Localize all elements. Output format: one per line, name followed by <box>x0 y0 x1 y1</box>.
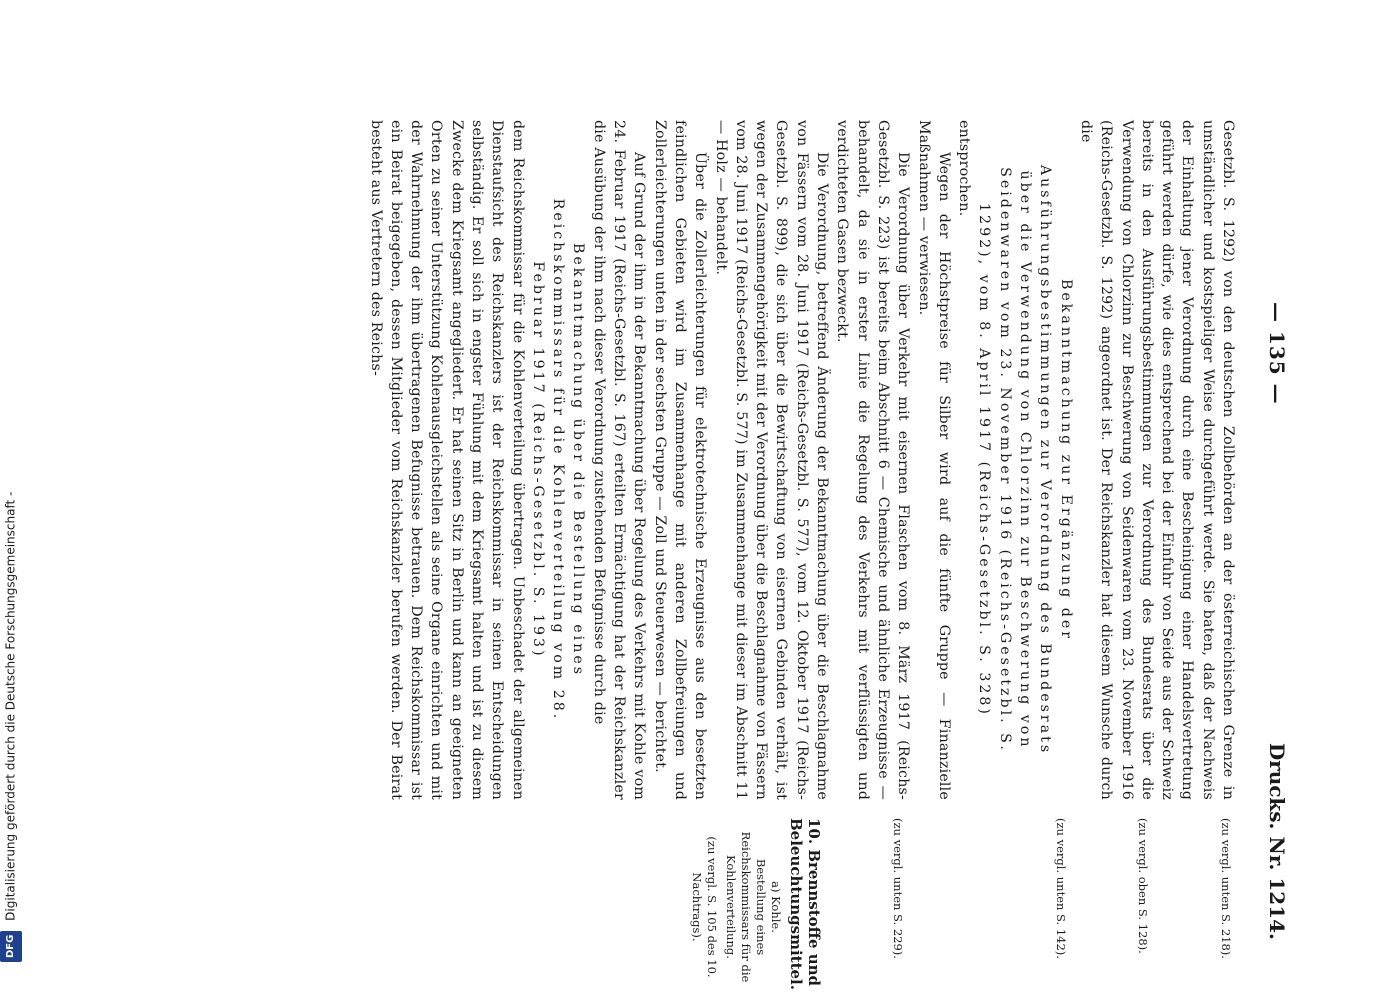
paragraph: entsprochen. <box>956 120 973 217</box>
section-sidebar <box>689 818 823 996</box>
announcement-title: Bekanntmachung zur Ergänzung der Ausführungsbestimmungen zur Verordnung des Bundesrats über die Verwendung von Chlorzinn zur Beschwerung von Seidenwaren vom 23. November 1916 (Reichs-Gesetzbl. S. 1292), vom 8. April 1917 (Reichs-Gesetzbl. S. 328) <box>976 164 1074 756</box>
paragraph: Gesetzbl. S. 1292) von den deutschen Zollbehörden an der österreichischen Grenze in umständlicher und kostspieliger Weise durchgeführt werde. Sie baten, daß der Nachweis der Einhaltung jener Verordnung durch eine Bescheinigung einer Handelsvertretung geführt werden dürfe, wie dies entsprechend bei der Einfuhr von Seide aus der Schweiz bereits in den Ausführungsbestimmungen zur Verordnung des Bundesrats über die Verwendung von Chlorzinn zur Beschwerung von Seidenwaren vom 23. November 1916 (Reichs-Gesetzbl. S. 1292) angeordnet ist. Der Reichskanzler hat diesem Wunsche durch die <box>1077 120 1236 800</box>
paragraph: Die Verordnung, betreffend Änderung der Bekanntmachung über die Beschlagnahme von Fässern vom 28. Juni 1917 (Reichs-Gesetzbl. S. 577), vom 12. Oktober 1917 (Reichs-Gesetzbl. S. 899), die sich über die Bewirtschaftung von eisernen Gebinden verhält, ist wegen der Zusammengehörigkeit mit der Verordnung über die Beschlagnahme von Fässern vom 28. Juni 1917 (Reichs-Gesetzbl. S. 577) im Zusammenhange mit dieser im Abschnitt 11 — Holz — behandelt. <box>712 120 831 800</box>
section-heading: 10. Brennstoffe und Beleuchtungsmittel. <box>787 818 823 990</box>
cross-reference-note: (zu vergl. S. 105 des 10. Nachtrags). <box>690 836 719 978</box>
subsection-label: a) Kohle. <box>769 881 783 933</box>
cross-reference-note: (zu vergl. unten S. 218). <box>1219 818 1233 959</box>
page-header <box>1259 40 1289 960</box>
document-reference: Drucks. Nr. 1214. <box>1265 742 1289 940</box>
announcement-title: Bekanntmachung über die Bestellung eines Reichskommissars für die Kohlenverteilung vom 28. Februar 1917 (Reichs-Gesetzbl. S. 193) <box>529 198 587 722</box>
paragraph: Wegen der Höchstpreise für Silber wird auf die fünfte Gruppe — Finanzielle Maßnahmen — verwiesen. <box>915 120 952 800</box>
paragraph: Auf Grund der ihm in der Bekanntmachung über Regelung des Verkehrs mit Kohle vom 24. Februar 1917 (Reichs-Gesetzbl. S. 167) erteilten Ermächtigung hat der Reichskanzler die Ausübung der ihm nach dieser Verordnung zustehenden Befugnisse durch die <box>590 120 648 800</box>
paragraph: Über die Zollerleichterungen für elektrotechnische Erzeugnisse aus den besetzten feindlichen Gebieten wird im Zusammenhange mit anderen Zollbefreiungen und Zollerleichterungen unten in der sechsten Gruppe — Zoll und Steuerwesen — berichtet. <box>651 120 709 800</box>
cross-reference-note: (zu vergl. unten S. 142). <box>1054 818 1068 959</box>
paragraph: Die Verordnung über Verkehr mit eisernen Flaschen vom 8. März 1917 (Reichs-Gesetzbl. S. 223) ist bereits beim Abschnitt 6 — Chemische und ähnliche Erzeugnisse — behandelt, da sie in erster Linie die Regelung des Verkehrs mit verflüssigten und verdichteten Gasen bezweckt. <box>834 120 912 800</box>
main-text <box>365 120 1238 800</box>
dfg-logo-icon: DFG <box>0 931 22 962</box>
page-number: — 135 — <box>1265 302 1289 405</box>
digitization-credit <box>0 0 20 992</box>
cross-reference-note: (zu vergl. oben S. 128). <box>1136 818 1150 954</box>
cross-reference-note: (zu vergl. unten S. 229). <box>891 818 905 959</box>
subsection-title: Bestellung eines Reichskommissars für die Kohlenverteilung. <box>724 831 768 983</box>
credit-text: Digitalisierung gefördert durch die Deutsche Forschungsgemeinschaft - <box>3 491 18 921</box>
paragraph: dem Reichskommissar für die Kohlenverteilung übertragen. Unbeschadet der allgemeinen Dienstaufsicht des Reichskanzlers ist der Reichskommissar in seinen Entscheidungen selbständig. Er soll sich in engster Fühlung mit dem Kriegsamt halten und ist zu diesem Zwecke dem Kriegsamt angegliedert. Er hat seinen Sitz in Berlin und kann an geeigneten Orten zu seiner Unterstützung Kohlenausgleichstellen als seine Organe einrichten und mit der Wahrnehmung der ihm übertragenen Befugnisse betrauen. Dem Reichskommissar ist ein Beirat beigegeben, dessen Mitglieder vom Reichskanzler berufen werden. Der Beirat besteht aus Vertretern des Reichs- <box>367 120 526 800</box>
